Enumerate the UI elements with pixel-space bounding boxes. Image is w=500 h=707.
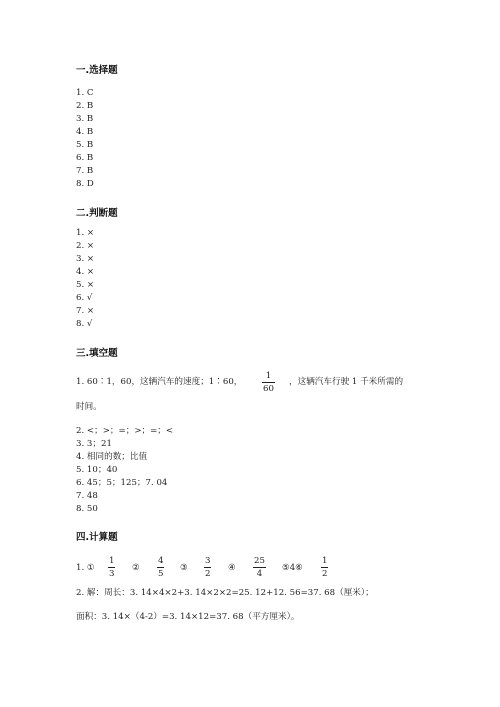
fill-answer-1-line2: 时间。 (76, 402, 102, 412)
choice-answer-4: 4. B (76, 127, 94, 137)
fraction-denominator: 60 (263, 384, 274, 394)
calc-answer-1-fraction-4 (253, 556, 266, 579)
calc-answer-1-marker-4: ④ (228, 563, 236, 573)
fill-answer-8: 8. 50 (76, 504, 98, 514)
choice-answer-8: 8. D (76, 179, 94, 189)
fraction-numerator: 4 (158, 556, 164, 566)
judge-answer-8: 8. √ (76, 319, 93, 329)
fill-answer-4: 4. 相同的数；比值 (76, 452, 148, 462)
fraction-numerator: 1 (109, 556, 115, 566)
fraction-denominator: 2 (322, 569, 328, 579)
judge-answer-6: 6. √ (76, 293, 93, 303)
judge-answer-7: 7. × (76, 306, 95, 316)
fill-answer-1-text-cont: ，这辆汽车行驶 1 千米所需的 (289, 377, 404, 387)
calc-answer-1-marker-2: ② (132, 563, 140, 573)
fraction-denominator: 5 (158, 569, 164, 579)
choice-answer-2: 2. B (76, 101, 94, 111)
fill-answer-6: 6. 45；5；125；7. 04 (76, 478, 168, 488)
calc-answer-1-fraction-1 (108, 556, 115, 579)
fraction-numerator: 1 (322, 556, 328, 566)
judge-answer-3: 3. × (76, 254, 95, 264)
fraction-denominator: 4 (256, 569, 263, 579)
fraction-denominator: 2 (205, 569, 211, 579)
choice-answer-6: 6. B (76, 153, 94, 163)
section-title-choice: 一.选择题 (76, 65, 118, 76)
calc-answer-1-fraction-3 (204, 556, 211, 579)
fill-answer-1-text: 1. 60∶1，60，这辆汽车的速度；1∶60， (76, 377, 243, 387)
judge-answer-2: 2. × (76, 241, 95, 251)
fill-answer-3: 3. 3；21 (76, 439, 112, 449)
fraction-numerator: 3 (205, 556, 211, 566)
calc-answer-1-fraction-2 (157, 556, 164, 579)
judge-answer-4: 4. × (76, 267, 95, 277)
fraction-bar (204, 567, 211, 568)
judge-answer-5: 5. × (76, 280, 95, 290)
fraction-denominator: 3 (109, 569, 115, 579)
calc-answer-2-line2: 面积：3. 14×（4-2）=3. 14×12=37. 68（平方厘米）。 (76, 612, 300, 622)
judge-answer-1: 1. × (76, 228, 95, 238)
calc-answer-1-prefix: 1. ① (76, 563, 95, 573)
fraction-numerator: 25 (254, 556, 265, 566)
fraction-bar (157, 567, 164, 568)
fill-answer-2: 2. <；>；=；>；=；< (76, 426, 174, 436)
fraction-bar (253, 567, 266, 568)
section-title-judge: 二.判断题 (76, 208, 118, 219)
fill-answer-7: 7. 48 (76, 491, 98, 501)
choice-answer-7: 7. B (76, 166, 94, 176)
section-title-calc: 四.计算题 (76, 532, 118, 543)
fraction-bar (262, 382, 275, 383)
fraction-bar (321, 567, 328, 568)
choice-answer-5: 5. B (76, 140, 94, 150)
calc-answer-1-fraction-6 (321, 556, 328, 579)
section-title-fill: 三.填空题 (76, 348, 118, 359)
choice-answer-1: 1. C (76, 88, 94, 98)
calc-answer-1-marker-3: ③ (180, 563, 188, 573)
fraction-bar (108, 567, 115, 568)
fill-answer-5: 5. 10；40 (76, 465, 118, 475)
calc-answer-2-line1: 2. 解：周长：3. 14×4×2+3. 14×2×2=25. 12+12. 56=37. 68（厘米）； (76, 588, 374, 598)
choice-answer-3: 3. B (76, 114, 94, 124)
fill-answer-1-fraction (262, 371, 275, 394)
calc-answer-1-marker-56: ⑤4⑥ (282, 563, 303, 573)
fraction-numerator: 1 (265, 371, 272, 381)
